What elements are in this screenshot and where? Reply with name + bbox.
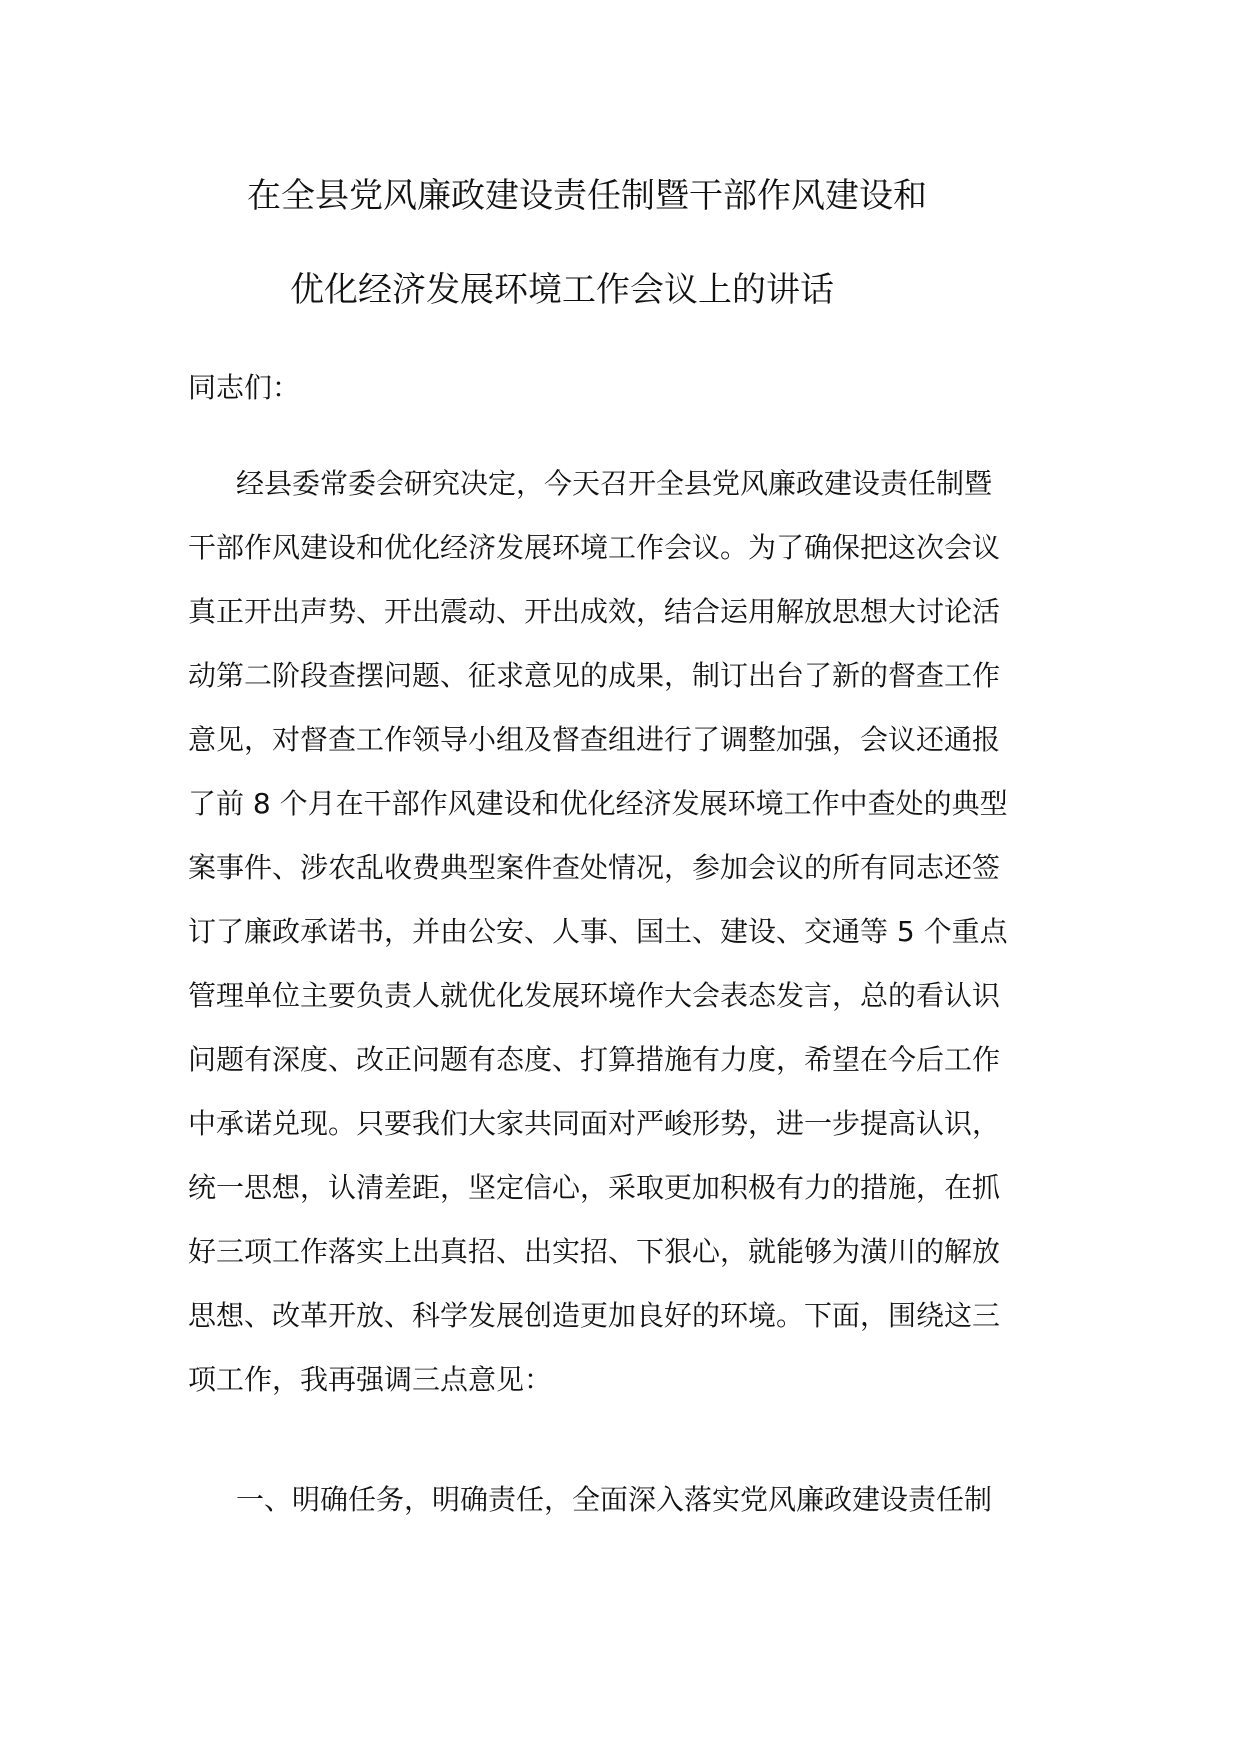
paragraph-line: 订了廉政承诺书，并由公安、人事、国土、建设、交通等 5 个重点: [188, 915, 1008, 948]
section-heading: 一、明确任务，明确责任，全面深入落实党风廉政建设责任制: [236, 1483, 993, 1516]
greeting: 同志们：: [188, 371, 301, 404]
paragraph-line: 项工作，我再强调三点意见：: [188, 1363, 553, 1396]
paragraph-line: 统一思想，认清差距，坚定信心，采取更加积极有力的措施，在抓: [188, 1171, 1001, 1204]
paragraph-line: 思想、改革开放、科学发展创造更加良好的环境。下面，围绕这三: [188, 1299, 1001, 1332]
paragraph-line: 意见，对督查工作领导小组及督查组进行了调整加强，会议还通报: [188, 723, 1001, 756]
paragraph-line: 管理单位主要负责人就优化发展环境作大会表态发言，总的看认识: [188, 979, 1001, 1012]
paragraph-line: 经县委常委会研究决定，今天召开全县党风廉政建设责任制暨: [236, 467, 993, 500]
paragraph-line: 了前 8 个月在干部作风建设和优化经济发展环境工作中查处的典型: [188, 787, 1008, 820]
paragraph-line: 动第二阶段查摆问题、征求意见的成果，制订出台了新的督查工作: [188, 659, 1001, 692]
document-title-line-2: 优化经济发展环境工作会议上的讲话: [290, 270, 834, 310]
paragraph-line: 干部作风建设和优化经济发展环境工作会议。为了确保把这次会议: [188, 531, 1001, 564]
document-title-line-1: 在全县党风廉政建设责任制暨干部作风建设和: [247, 176, 927, 216]
paragraph-line: 问题有深度、改正问题有态度、打算措施有力度，希望在今后工作: [188, 1043, 1001, 1076]
paragraph-line: 中承诺兑现。只要我们大家共同面对严峻形势，进一步提高认识，: [188, 1107, 1001, 1140]
paragraph-line: 好三项工作落实上出真招、出实招、下狠心，就能够为潢川的解放: [188, 1235, 1001, 1268]
paragraph-line: 真正开出声势、开出震动、开出成效，结合运用解放思想大讨论活: [188, 595, 1001, 628]
paragraph-line: 案事件、涉农乱收费典型案件查处情况，参加会议的所有同志还签: [188, 851, 1001, 884]
